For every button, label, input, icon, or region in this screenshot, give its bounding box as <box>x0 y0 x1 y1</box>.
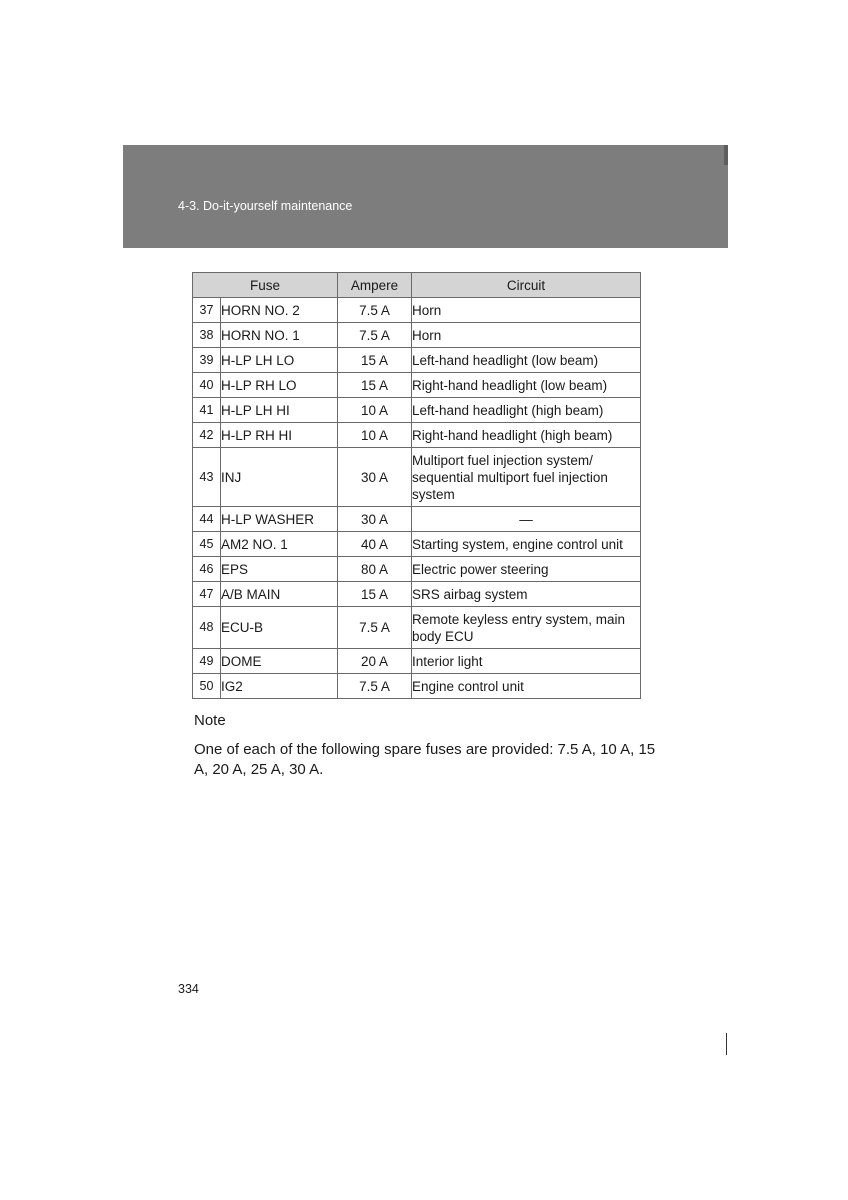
table-row <box>193 507 641 532</box>
fuse-circuit: Engine control unit <box>412 674 641 699</box>
fuse-name: A/B MAIN <box>221 582 338 607</box>
fuse-ampere: 15 A <box>338 348 412 373</box>
fuse-number: 40 <box>193 373 221 398</box>
note-heading: Note <box>194 712 226 729</box>
fuse-number: 49 <box>193 649 221 674</box>
page-number: 334 <box>178 982 199 996</box>
fuse-ampere: 7.5 A <box>338 607 412 649</box>
fuse-name: H-LP WASHER <box>221 507 338 532</box>
fuse-name: DOME <box>221 649 338 674</box>
fuse-number: 47 <box>193 582 221 607</box>
fuse-number: 37 <box>193 298 221 323</box>
fuse-circuit: SRS airbag system <box>412 582 641 607</box>
table-row <box>193 448 641 507</box>
fuse-name: IG2 <box>221 674 338 699</box>
fuse-name: H-LP LH LO <box>221 348 338 373</box>
fuse-name: EPS <box>221 557 338 582</box>
fuse-name: AM2 NO. 1 <box>221 532 338 557</box>
table-row <box>193 582 641 607</box>
fuse-name: H-LP RH LO <box>221 373 338 398</box>
fuse-name: H-LP LH HI <box>221 398 338 423</box>
fuse-circuit: Multiport fuel injection system/ sequential multiport fuel injection system <box>412 448 641 507</box>
fuse-number: 38 <box>193 323 221 348</box>
table-row <box>193 423 641 448</box>
table-header-row <box>193 273 641 298</box>
fuse-name: H-LP RH HI <box>221 423 338 448</box>
fuse-ampere: 10 A <box>338 398 412 423</box>
fuse-name: HORN NO. 2 <box>221 298 338 323</box>
fuse-number: 44 <box>193 507 221 532</box>
fuse-ampere: 30 A <box>338 448 412 507</box>
fuse-number: 39 <box>193 348 221 373</box>
fuse-ampere: 7.5 A <box>338 323 412 348</box>
fuse-number: 42 <box>193 423 221 448</box>
header-circuit: Circuit <box>412 273 641 298</box>
fuse-circuit: Left-hand headlight (low beam) <box>412 348 641 373</box>
fuse-circuit: Electric power steering <box>412 557 641 582</box>
fuse-table <box>192 272 641 699</box>
header-ampere: Ampere <box>338 273 412 298</box>
fuse-circuit: Starting system, engine control unit <box>412 532 641 557</box>
fuse-circuit: Interior light <box>412 649 641 674</box>
table-row <box>193 607 641 649</box>
fuse-ampere: 7.5 A <box>338 298 412 323</box>
section-header-band <box>123 145 728 248</box>
note-text: One of each of the following spare fuses are provided: 7.5 A, 10 A, 15 A, 20 A, 25 A, 30 A. <box>194 741 656 778</box>
table-row <box>193 557 641 582</box>
fuse-ampere: 40 A <box>338 532 412 557</box>
fuse-number: 43 <box>193 448 221 507</box>
fuse-circuit: Left-hand headlight (high beam) <box>412 398 641 423</box>
table-row <box>193 348 641 373</box>
table-row <box>193 532 641 557</box>
header-notch <box>724 145 728 165</box>
fuse-circuit: Remote keyless entry system, main body ECU <box>412 607 641 649</box>
fuse-number: 48 <box>193 607 221 649</box>
fuse-name: ECU-B <box>221 607 338 649</box>
fuse-circuit: Horn <box>412 323 641 348</box>
fuse-number: 50 <box>193 674 221 699</box>
fuse-ampere: 7.5 A <box>338 674 412 699</box>
fuse-name: HORN NO. 1 <box>221 323 338 348</box>
header-fuse: Fuse <box>193 273 338 298</box>
fuse-number: 41 <box>193 398 221 423</box>
fuse-circuit: Horn <box>412 298 641 323</box>
table-row <box>193 298 641 323</box>
fuse-ampere: 80 A <box>338 557 412 582</box>
fuse-circuit: Right-hand headlight (low beam) <box>412 373 641 398</box>
fuse-circuit: Right-hand headlight (high beam) <box>412 423 641 448</box>
table-row <box>193 674 641 699</box>
table-row <box>193 649 641 674</box>
fuse-circuit: — <box>412 507 641 532</box>
fuse-number: 46 <box>193 557 221 582</box>
fuse-number: 45 <box>193 532 221 557</box>
table-row <box>193 398 641 423</box>
fuse-ampere: 15 A <box>338 582 412 607</box>
fuse-name: INJ <box>221 448 338 507</box>
fuse-ampere: 10 A <box>338 423 412 448</box>
table-row <box>193 323 641 348</box>
page-edge-marker <box>726 1033 727 1055</box>
fuse-ampere: 30 A <box>338 507 412 532</box>
fuse-ampere: 20 A <box>338 649 412 674</box>
section-title: 4-3. Do-it-yourself maintenance <box>178 199 353 213</box>
fuse-ampere: 15 A <box>338 373 412 398</box>
table-row <box>193 373 641 398</box>
